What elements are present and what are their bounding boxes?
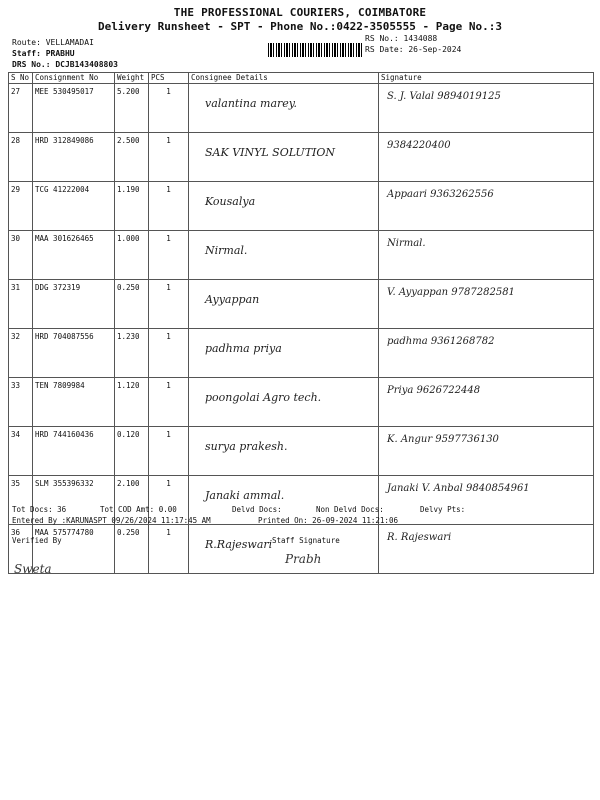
cell-signature	[379, 231, 594, 280]
cell-weight-text: 2.500	[117, 136, 140, 145]
cell-signature	[379, 329, 594, 378]
cell-signature-text: Nirmal.	[387, 238, 426, 249]
cell-consignment-no	[33, 133, 115, 182]
cell-consignment-no-text: HRD 312849086	[35, 136, 94, 145]
table-row	[9, 280, 594, 329]
cell-weight-text: 1.190	[117, 185, 140, 194]
cell-consignee-text: Janaki ammal.	[205, 489, 285, 502]
entered-by: Entered By :KARUNASPT 09/26/2024 11:17:45 AM	[12, 516, 211, 525]
col-header-weight: Weight	[115, 73, 149, 84]
cell-signature	[379, 427, 594, 476]
total-docs: Tot Docs: 36	[12, 505, 67, 514]
cell-consignment-no	[33, 182, 115, 231]
cell-consignment-no	[33, 329, 115, 378]
cell-weight	[115, 133, 149, 182]
cell-pcs-text: 1	[166, 234, 171, 243]
cell-sno-text: 32	[11, 332, 21, 341]
col-header-pcs: PCS	[149, 73, 189, 84]
cell-consignee-text: SAK VINYL SOLUTION	[205, 146, 336, 159]
cell-signature	[379, 84, 594, 133]
cell-consignee-text: R.Rajeswari	[205, 538, 273, 551]
cell-consignment-no	[33, 280, 115, 329]
cell-signature-text: Priya 9626722448	[387, 385, 481, 396]
cell-signature-text: R. Rajeswari	[387, 532, 452, 543]
cell-consignee	[189, 280, 379, 329]
col-header-consignee: Consignee Details	[189, 73, 379, 84]
cell-consignment-no-text: MAA 301626465	[35, 234, 94, 243]
cell-consignment-no	[33, 84, 115, 133]
cell-signature-text: padhma 9361268782	[387, 336, 495, 347]
cell-pcs	[149, 525, 189, 574]
cell-pcs	[149, 231, 189, 280]
cell-signature	[379, 476, 594, 525]
cell-consignee	[189, 84, 379, 133]
cell-sno-text: 33	[11, 381, 21, 390]
staff-handwritten-signature: Prabh	[285, 552, 322, 566]
cell-weight-text: 1.000	[117, 234, 140, 243]
table-header-row	[9, 73, 594, 84]
cell-consignee	[189, 378, 379, 427]
cell-signature	[379, 525, 594, 574]
cell-weight	[115, 280, 149, 329]
cell-sno	[9, 427, 33, 476]
cell-consignee-text: poongolai Agro tech.	[205, 391, 322, 404]
cell-consignment-no-text: TEN 7809984	[35, 381, 85, 390]
cell-weight	[115, 525, 149, 574]
table-row	[9, 427, 594, 476]
cell-weight-text: 0.250	[117, 528, 140, 537]
cell-pcs	[149, 427, 189, 476]
cell-sno-text: 29	[11, 185, 21, 194]
table-row	[9, 231, 594, 280]
cell-pcs	[149, 133, 189, 182]
runsheet-table	[8, 72, 594, 574]
total-cod: Tot COD Amt: 0.00	[100, 505, 177, 514]
cell-weight-text: 1.230	[117, 332, 140, 341]
cell-sno-text: 34	[11, 430, 21, 439]
cell-weight-text: 0.120	[117, 430, 140, 439]
barcode-image	[268, 43, 362, 57]
cell-signature-text: S. J. Valal 9894019125	[387, 91, 501, 102]
cell-consignment-no-text: TCG 41222004	[35, 185, 90, 194]
cell-weight-text: 1.120	[117, 381, 140, 390]
cell-consignment-no-text: DDG 372319	[35, 283, 81, 292]
cell-consignee	[189, 231, 379, 280]
cell-weight	[115, 378, 149, 427]
col-header-consignment: Consignment No	[33, 73, 115, 84]
cell-sno	[9, 84, 33, 133]
cell-signature-text: K. Angur 9597736130	[387, 434, 499, 445]
cell-sno-text: 28	[11, 136, 21, 145]
cell-pcs-text: 1	[166, 430, 171, 439]
cell-weight	[115, 84, 149, 133]
cell-consignee	[189, 427, 379, 476]
cell-sno	[9, 133, 33, 182]
cell-consignment-no-text: HRD 744160436	[35, 430, 94, 439]
cell-consignee	[189, 525, 379, 574]
cell-weight-text: 0.250	[117, 283, 140, 292]
document-subtitle: Delivery Runsheet - SPT - Phone No.:0422-3505555 - Page No.:3	[98, 20, 502, 33]
cell-pcs-text: 1	[166, 528, 171, 537]
delivered-docs: Delvd Docs:	[232, 505, 282, 514]
cell-signature-text: 9384220400	[387, 140, 451, 151]
cell-consignee-text: padhma priya	[205, 342, 282, 355]
cell-sno	[9, 378, 33, 427]
cell-weight	[115, 182, 149, 231]
cell-consignee	[189, 133, 379, 182]
non-delivered-docs: Non Delvd Docs:	[316, 505, 384, 514]
cell-pcs-text: 1	[166, 283, 171, 292]
cell-consignment-no	[33, 378, 115, 427]
cell-weight	[115, 329, 149, 378]
cell-consignee-text: surya prakesh.	[205, 440, 288, 453]
cell-sno-text: 27	[11, 87, 21, 96]
staff-label: Staff: PRABHU	[12, 49, 75, 58]
table-row	[9, 84, 594, 133]
staff-signature-label: Staff Signature	[272, 536, 340, 545]
cell-consignee-text: valantina marey.	[205, 97, 298, 110]
col-header-signature: Signature	[379, 73, 594, 84]
cell-sno-text: 31	[11, 283, 21, 292]
cell-signature-text: Janaki V. Anbal 9840854961	[387, 483, 530, 494]
verified-by-label: Verified By	[12, 536, 62, 545]
table-row	[9, 525, 594, 574]
cell-pcs-text: 1	[166, 479, 171, 488]
cell-pcs	[149, 378, 189, 427]
cell-sno	[9, 280, 33, 329]
cell-pcs	[149, 280, 189, 329]
cell-consignee-text: Nirmal.	[205, 244, 248, 257]
document-title: THE PROFESSIONAL COURIERS, COIMBATORE	[173, 6, 427, 19]
cell-pcs-text: 1	[166, 87, 171, 96]
cell-weight	[115, 231, 149, 280]
cell-signature	[379, 280, 594, 329]
cell-sno-text: 30	[11, 234, 21, 243]
cell-sno	[9, 329, 33, 378]
cell-consignment-no-text: MEE 530495017	[35, 87, 94, 96]
cell-consignee	[189, 329, 379, 378]
cell-weight-text: 5.200	[117, 87, 140, 96]
cell-sno-text: 35	[11, 479, 21, 488]
cell-signature-text: Appaari 9363262556	[387, 189, 494, 200]
table-row	[9, 378, 594, 427]
table-row	[9, 133, 594, 182]
cell-signature	[379, 182, 594, 231]
rs-date: RS Date: 26-Sep-2024	[365, 45, 462, 54]
printed-on: Printed On: 26-09-2024 11:21:06	[258, 516, 398, 525]
cell-sno	[9, 231, 33, 280]
route-label: Route: VELLAMADAI	[12, 38, 94, 47]
verifier-signature: Sweta	[14, 562, 52, 576]
cell-signature	[379, 378, 594, 427]
rs-number: RS No.: 1434088	[365, 34, 438, 43]
cell-consignment-no	[33, 427, 115, 476]
table-row	[9, 182, 594, 231]
cell-pcs-text: 1	[166, 332, 171, 341]
cell-consignment-no	[33, 231, 115, 280]
cell-consignee-text: Ayyappan	[205, 293, 260, 306]
cell-pcs	[149, 182, 189, 231]
col-header-sno: S No	[9, 73, 33, 84]
cell-sno	[9, 182, 33, 231]
cell-consignee	[189, 182, 379, 231]
cell-pcs-text: 1	[166, 185, 171, 194]
cell-consignee-text: Kousalya	[205, 195, 256, 208]
cell-pcs	[149, 329, 189, 378]
delivery-points: Delvy Pts:	[420, 505, 466, 514]
table-row	[9, 329, 594, 378]
cell-consignment-no-text: HRD 704087556	[35, 332, 94, 341]
cell-pcs-text: 1	[166, 381, 171, 390]
cell-weight-text: 2.100	[117, 479, 140, 488]
cell-pcs-text: 1	[166, 136, 171, 145]
cell-pcs	[149, 84, 189, 133]
drs-label: DRS No.: DCJB143408803	[12, 60, 118, 69]
cell-signature	[379, 133, 594, 182]
cell-sno-text: 36	[11, 528, 21, 537]
cell-weight	[115, 427, 149, 476]
cell-signature-text: V. Ayyappan 9787282581	[387, 287, 515, 298]
cell-consignment-no-text: MAA 575774780	[35, 528, 94, 537]
cell-consignment-no-text: SLM 355396332	[35, 479, 94, 488]
